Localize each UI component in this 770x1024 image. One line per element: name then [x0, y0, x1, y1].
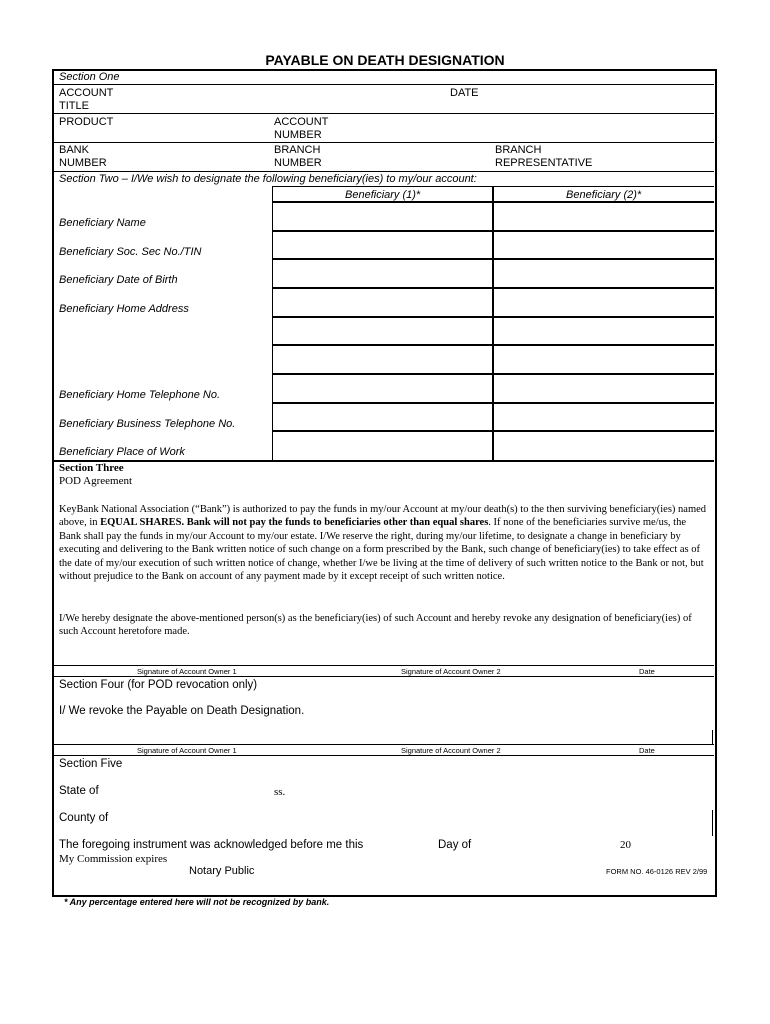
product-label: PRODUCT: [59, 116, 114, 128]
beneficiary-business-phone-label: Beneficiary Business Telephone No.: [59, 418, 236, 430]
beneficiary-2-address-field[interactable]: [495, 289, 712, 372]
beneficiary-2-business-phone-field[interactable]: [495, 404, 712, 429]
date-label: DATE: [450, 87, 479, 99]
revoke-owner-2-signature-label: Signature of Account Owner 2: [401, 746, 501, 755]
revoke-owner-1-signature-label: Signature of Account Owner 1: [137, 746, 237, 755]
branch-number-label-2: NUMBER: [274, 157, 322, 169]
acknowledged-month-field[interactable]: [478, 837, 613, 853]
beneficiary-1-ssn-field[interactable]: [274, 232, 490, 257]
beneficiary-1-name-field[interactable]: [274, 203, 490, 229]
signature-date-field[interactable]: [585, 640, 710, 664]
beneficiary-2-place-of-work-field[interactable]: [495, 432, 712, 459]
beneficiary-2-ssn-field[interactable]: [495, 232, 712, 257]
branch-rep-field[interactable]: [600, 143, 710, 169]
designation-paragraph: I/We hereby designate the above-mentioned person(s) as the beneficiary(ies) of such Account and hereby revoke any designation of beneficiary(ies) of such Account heretofore made.: [59, 613, 692, 638]
beneficiary-1-place-of-work-field[interactable]: [274, 432, 490, 459]
year-prefix: 20: [620, 839, 631, 851]
acknowledged-day-field[interactable]: [362, 837, 432, 853]
commission-expires-field[interactable]: [175, 851, 295, 865]
state-field[interactable]: [105, 783, 265, 799]
account-number-label: ACCOUNT: [274, 116, 329, 128]
account-title-field[interactable]: [120, 86, 440, 112]
section-four-heading: Section Four (for POD revocation only): [59, 679, 258, 691]
beneficiary-1-address-field[interactable]: [274, 289, 490, 372]
page-title: PAYABLE ON DEATH DESIGNATION: [265, 52, 505, 68]
form-number: FORM NO. 46-0126 REV 2/99: [606, 867, 708, 876]
beneficiary-1-business-phone-field[interactable]: [274, 404, 490, 429]
revoke-date-field[interactable]: [585, 720, 710, 743]
beneficiary-1-dob-field[interactable]: [274, 260, 490, 286]
account-number-field[interactable]: [335, 115, 710, 141]
bank-number-field[interactable]: [110, 143, 265, 169]
section-two-heading: Section Two – I/We wish to designate the following beneficiary(ies) to my/our account:: [59, 173, 477, 185]
beneficiary-2-home-phone-field[interactable]: [495, 375, 712, 401]
beneficiary-name-label: Beneficiary Name: [59, 217, 146, 229]
footnote: * Any percentage entered here will not be recognized by bank.: [64, 897, 330, 907]
date-field[interactable]: [490, 86, 710, 112]
section-five-heading: Section Five: [59, 758, 123, 770]
section-one-heading: Section One: [59, 71, 120, 83]
pod-agreement-text-b: . If none of the beneficiaries survive me/us, the Bank shall pay the funds in my/our Account to my/our estate. I/We reserve the right, during my/our lifetime, to designate a change in beneficiary by executing and delivering to the Bank written notice of such change on a form prescribed by the Bank, such change of beneficiary(ies) to take effect as of the date of my/our execution of such written notice of change, whether I/we be living at the time of delivery of such written notice to the Bank or not, but without prejudice to the Bank on account of any payment made by it except receipt of such written notice.: [59, 517, 704, 583]
state-of-label: State of: [59, 785, 99, 797]
revoke-owner-2-signature-field[interactable]: [330, 720, 580, 743]
owner-1-signature-field[interactable]: [56, 640, 326, 664]
account-title-label: ACCOUNT: [59, 87, 114, 99]
beneficiary-ssn-label: Beneficiary Soc. Sec No./TIN: [59, 246, 202, 258]
acknowledged-label: The foregoing instrument was acknowledged before me this: [59, 839, 364, 851]
beneficiary-2-name-field[interactable]: [495, 203, 712, 229]
branch-number-label: BRANCH: [274, 144, 321, 156]
branch-rep-label-2: REPRESENTATIVE: [495, 157, 593, 169]
notary-public-label: Notary Public: [189, 865, 255, 877]
county-field[interactable]: [112, 810, 272, 826]
account-number-label-2: NUMBER: [274, 129, 322, 141]
beneficiary-1-header: Beneficiary (1)*: [345, 189, 421, 201]
owner-2-signature-label: Signature of Account Owner 2: [401, 667, 501, 676]
pod-agreement-text-a: KeyBank National Association (“Bank”) is authorized to pay the funds in my/our Account at my/our death(s) to the then surviving beneficiary(ies) named above, in: [59, 504, 707, 529]
revoke-date-label: Date: [639, 746, 655, 755]
acknowledged-year-field[interactable]: [633, 837, 673, 853]
beneficiary-place-of-work-label: Beneficiary Place of Work: [59, 446, 185, 458]
pod-agreement-paragraph: [59, 503, 709, 583]
beneficiary-2-dob-field[interactable]: [495, 260, 712, 286]
bank-number-label: BANK: [59, 144, 89, 156]
account-title-label-2: TITLE: [59, 100, 89, 112]
county-of-label: County of: [59, 812, 109, 824]
revoke-owner-1-signature-field[interactable]: [56, 720, 326, 743]
day-of-label: Day of: [438, 839, 472, 851]
beneficiary-dob-label: Beneficiary Date of Birth: [59, 274, 178, 286]
bank-number-label-2: NUMBER: [59, 157, 107, 169]
commission-expires-label: My Commission expires: [59, 853, 168, 865]
owner-1-signature-label: Signature of Account Owner 1: [137, 667, 237, 676]
revocation-text: I/ We revoke the Payable on Death Designation.: [59, 705, 305, 717]
ss-label: ss.: [274, 786, 286, 798]
beneficiary-home-phone-label: Beneficiary Home Telephone No.: [59, 389, 221, 401]
product-field[interactable]: [120, 115, 265, 141]
branch-number-field[interactable]: [330, 143, 490, 169]
beneficiary-1-home-phone-field[interactable]: [274, 375, 490, 401]
pod-agreement-subheading: POD Agreement: [59, 475, 133, 487]
section-three-heading: Section Three: [59, 462, 124, 474]
branch-rep-label: BRANCH: [495, 144, 542, 156]
beneficiary-2-header: Beneficiary (2)*: [566, 189, 642, 201]
beneficiary-address-label: Beneficiary Home Address: [59, 303, 189, 315]
signature-date-label: Date: [639, 667, 655, 676]
equal-shares-clause: EQUAL SHARES. Bank will not pay the funds to beneficiaries other than equal shares: [100, 517, 489, 529]
owner-2-signature-field[interactable]: [330, 640, 580, 664]
